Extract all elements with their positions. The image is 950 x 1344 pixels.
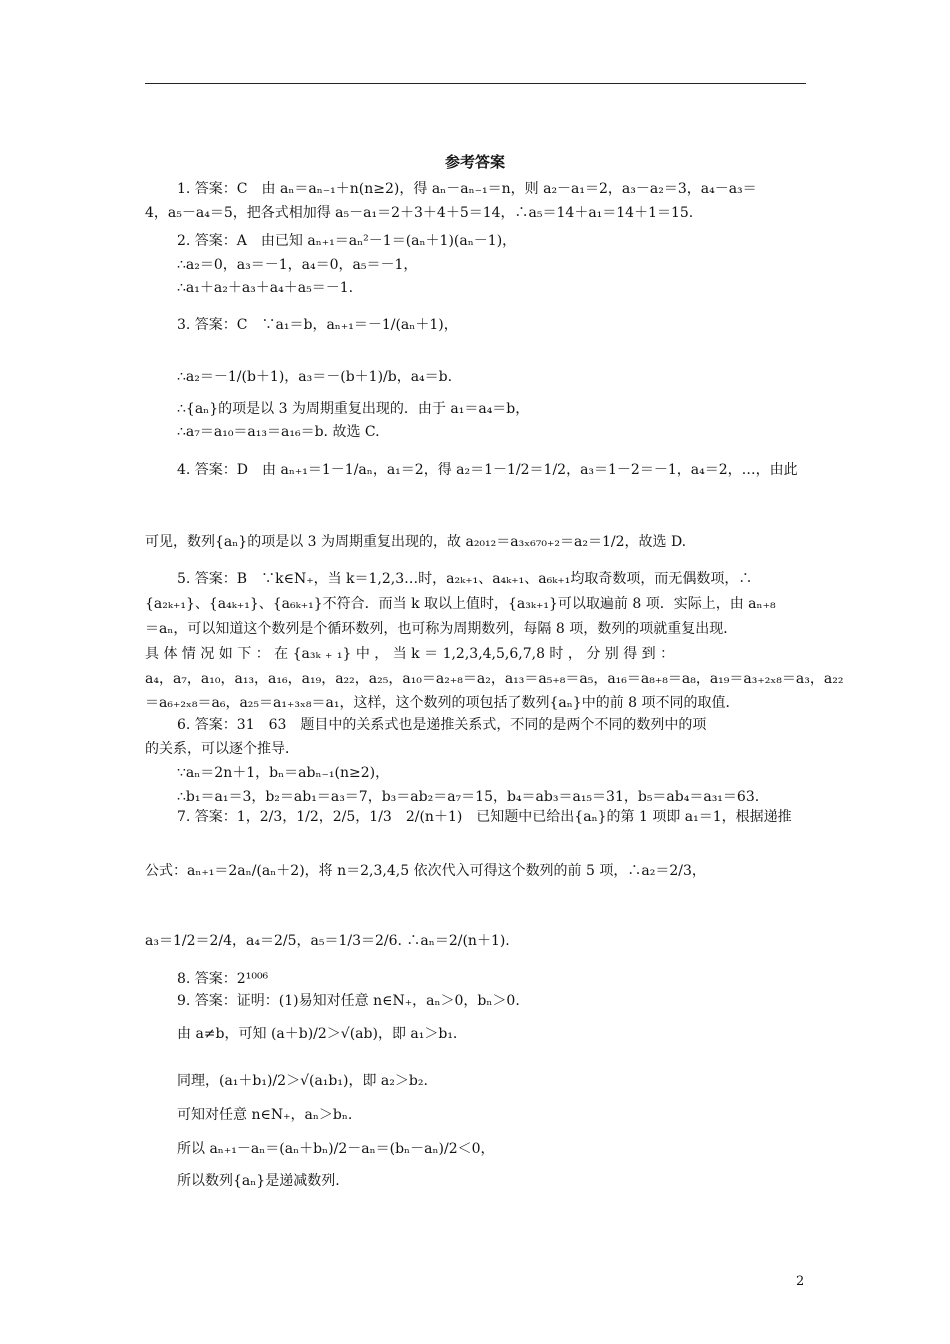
text-line: ＝aₙ，可以知道这个数列是个循环数列，也可称为周期数列，每隔 8 项，数列的项就重复出现．	[145, 621, 738, 637]
text-line: 7. 答案：1，2/3，1/2，2/5，1/3 2/(n＋1) 已知题中已给出{aₙ}的第 1 项即 a₁＝1，根据递推	[177, 809, 792, 825]
text-line: a₄，a₇，a₁₀，a₁₃，a₁₆，a₁₉，a₂₂，a₂₅，a₁₀＝a₂₊₈＝a₂，a₁₃＝a₅₊₈＝a₅，a₁₆＝a₈₊₈＝a₈，a₁₉＝a₃₊₂ₓ₈＝a₃，a₂₂	[145, 671, 844, 687]
text-line: 具 体 情 况 如 下 ： 在 {a₃ₖ ₊ ₁} 中 ， 当 k ＝ 1,2,3,4,5,6,7,8 时 ， 分 别 得 到 ：	[145, 646, 675, 662]
text-line: ∴a₂＝－1/(b＋1)，a₃＝－(b＋1)/b，a₄＝b.	[177, 369, 453, 385]
text-line: 同理，(a₁＋b₁)/2＞√(a₁b₁)，即 a₂＞b₂.	[177, 1073, 428, 1089]
text-line: ∴a₇＝a₁₀＝a₁₃＝a₁₆＝b. 故选 C.	[177, 424, 380, 440]
text-line: 公式：aₙ₊₁＝2aₙ/(aₙ＋2)，将 n＝2,3,4,5 依次代入可得这个数列的前 5 项，∴a₂＝2/3，	[145, 863, 706, 879]
text-line: ∴b₁＝a₁＝3，b₂＝ab₁＝a₃＝7，b₃＝ab₂＝a₇＝15，b₄＝ab₃＝a₁₅＝31，b₅＝ab₄＝a₃₁＝63.	[177, 789, 760, 805]
text-line: 5. 答案：B ∵k∈N₊，当 k＝1,2,3…时，a₂ₖ₊₁、a₄ₖ₊₁、a₆ₖ₊₁均取奇数项，而无偶数项，∴	[177, 571, 753, 587]
text-line: ∴a₁＋a₂＋a₃＋a₄＋a₅＝－1.	[177, 280, 354, 296]
page-number: 2	[796, 1274, 805, 1289]
text-line: 所以数列{aₙ}是递减数列.	[177, 1173, 340, 1189]
page-title: 参考答案	[444, 153, 505, 171]
text-line: 可见，数列{aₙ}的项是以 3 为周期重复出现的，故 a₂₀₁₂＝a₃ₓ₆₇₀₊₂＝a₂＝1/2，故选 D.	[145, 534, 687, 550]
text-line: ＝a₆₊₂ₓ₈＝a₆，a₂₅＝a₁₊₃ₓ₈＝a₁，这样，这个数列的项包括了数列{aₙ}中的前 8 项不同的取值．	[145, 695, 740, 711]
text-line: 2. 答案：A 由已知 aₙ₊₁＝aₙ²－1＝(aₙ＋1)(aₙ－1)，	[177, 233, 517, 249]
header-rule	[145, 83, 806, 84]
text-line: 3. 答案：C ∵a₁＝b，aₙ₊₁＝－1/(aₙ＋1)，	[177, 317, 458, 333]
text-line: 8. 答案：2¹⁰⁰⁶	[177, 971, 269, 987]
text-line: 6. 答案：31 63 题目中的关系式也是递推关系式，不同的是两个不同的数列中的项	[177, 717, 707, 733]
text-line: 9. 答案：证明：(1)易知对任意 n∈N₊，aₙ＞0，bₙ＞0.	[177, 993, 520, 1009]
text-line: {a₂ₖ₊₁}、{a₄ₖ₊₁}、{a₆ₖ₊₁}不符合．而当 k 取以上值时，{a₃ₖ₊₁}可以取遍前 8 项．实际上，由 aₙ₊₈	[145, 596, 776, 612]
text-line: 所以 aₙ₊₁－aₙ＝(aₙ＋bₙ)/2－aₙ＝(bₙ－aₙ)/2＜0，	[177, 1141, 495, 1157]
text-line: 可知对任意 n∈N₊，aₙ＞bₙ.	[177, 1107, 353, 1123]
text-line: ∵aₙ＝2n＋1，bₙ＝abₙ₋₁(n≥2)，	[177, 765, 390, 781]
text-line: 4，a₅－a₄＝5，把各式相加得 a₅－a₁＝2＋3＋4＋5＝14，∴a₅＝14＋a₁＝14＋1＝15.	[145, 205, 694, 221]
text-line: ∴a₂＝0，a₃＝－1，a₄＝0，a₅＝－1，	[177, 257, 418, 273]
text-line: 1. 答案：C 由 aₙ＝aₙ₋₁＋n(n≥2)，得 aₙ－aₙ₋₁＝n，则 a₂－a₁＝2，a₃－a₂＝3，a₄－a₃＝	[177, 181, 757, 197]
text-line: 由 a≠b，可知 (a＋b)/2＞√(ab)，即 a₁＞b₁.	[177, 1026, 458, 1042]
text-line: 4. 答案：D 由 aₙ₊₁＝1－1/aₙ，a₁＝2，得 a₂＝1－1/2＝1/2，a₃＝1－2＝－1，a₄＝2，…，由此	[177, 462, 798, 478]
text-line: 的关系，可以逐个推导．	[145, 741, 299, 757]
text-line: ∴{aₙ}的项是以 3 为周期重复出现的．由于 a₁＝a₄＝b，	[177, 401, 530, 417]
text-line: a₃＝1/2＝2/4，a₄＝2/5，a₅＝1/3＝2/6. ∴aₙ＝2/(n＋1).	[145, 933, 510, 949]
